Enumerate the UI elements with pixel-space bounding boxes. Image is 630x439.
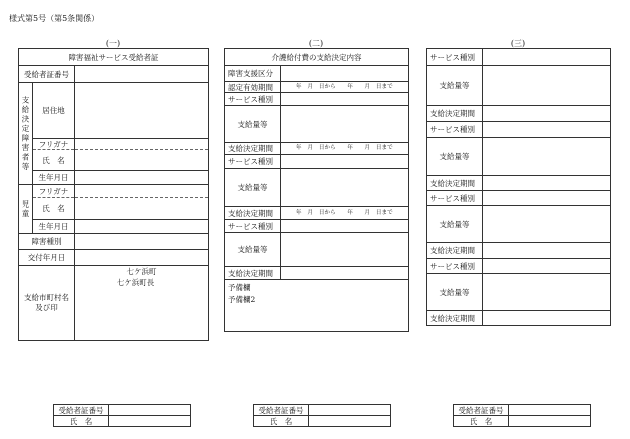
- footer2-recipient-number-label: 受給者証番号: [254, 405, 309, 416]
- child-name-label: 氏 名: [33, 198, 75, 220]
- decision-period-field-1[interactable]: 年 月 日から 年 月 日まで: [281, 143, 409, 155]
- amount-label-3: 支給量等: [225, 233, 281, 267]
- municipality-label: 支給市町村名及び印: [19, 266, 75, 341]
- footer3-name-field[interactable]: [509, 416, 591, 427]
- form-title: 様式第5号（第5条関係）: [9, 14, 100, 23]
- issue-date-field[interactable]: [75, 250, 209, 266]
- decision-period-field-3[interactable]: [281, 267, 409, 280]
- p3-amount-field-3[interactable]: [483, 206, 611, 243]
- p3-decision-period-field-3[interactable]: [483, 243, 611, 259]
- p3-amount-label-3: 支給量等: [427, 206, 483, 243]
- birthdate-label: 生年月日: [33, 171, 75, 185]
- p3-amount-field-4[interactable]: [483, 274, 611, 311]
- child-furigana-label: フリガナ: [33, 185, 75, 198]
- footer3-name-label: 氏 名: [454, 416, 509, 427]
- disability-type-field[interactable]: [75, 234, 209, 250]
- p3-decision-period-label-4: 支給決定期間: [427, 311, 483, 326]
- support-category-label: 障害支援区分: [225, 66, 281, 82]
- p3-service-type-field-3[interactable]: [483, 191, 611, 206]
- amount-field-1[interactable]: [281, 106, 409, 143]
- reserve-section: [225, 280, 409, 332]
- name-label: 氏 名: [33, 150, 75, 171]
- panel3-number: (三): [510, 39, 526, 48]
- p3-amount-label-2: 支給量等: [427, 138, 483, 176]
- panel2-title: 介護給付費の支給決定内容: [225, 49, 409, 66]
- recipient-number-field[interactable]: [75, 66, 209, 83]
- footer-stub-2: [253, 404, 391, 427]
- footer3-recipient-number-field[interactable]: [509, 405, 591, 416]
- p3-decision-period-label-1: 支給決定期間: [427, 106, 483, 122]
- decision-period-field-2[interactable]: 年 月 日から 年 月 日まで: [281, 207, 409, 220]
- payment-decision-panel: [224, 48, 409, 332]
- p3-decision-period-label-2: 支給決定期間: [427, 176, 483, 191]
- reserve2-label: 予備欄2: [228, 295, 256, 304]
- reserve1-label: 予備欄: [228, 283, 251, 292]
- footer1-name-label: 氏 名: [54, 416, 109, 427]
- p3-amount-field-1[interactable]: [483, 66, 611, 106]
- child-furigana-field[interactable]: [75, 185, 209, 198]
- service-type-label-1: サービス種別: [225, 93, 281, 106]
- payment-person-section-label: 支給決定障害者等: [19, 83, 33, 185]
- mayor-title: 七ケ浜町長: [116, 277, 155, 287]
- child-birthdate-field[interactable]: [75, 220, 209, 234]
- footer-stub-3: [453, 404, 591, 427]
- footer2-name-field[interactable]: [309, 416, 391, 427]
- payment-decision-continued-panel: [426, 48, 611, 326]
- service-type-field-1[interactable]: [281, 93, 409, 106]
- name-field[interactable]: [75, 150, 209, 171]
- birthdate-field[interactable]: [75, 171, 209, 185]
- p3-service-type-field-4[interactable]: [483, 259, 611, 274]
- p3-decision-period-label-3: 支給決定期間: [427, 243, 483, 259]
- municipality-name: 七ケ浜町: [126, 267, 157, 276]
- municipality-field: [75, 266, 209, 341]
- certification-period-field[interactable]: 年 月 日から 年 月 日まで: [281, 82, 409, 93]
- p3-service-type-field-2[interactable]: [483, 122, 611, 138]
- p3-decision-period-field-2[interactable]: [483, 176, 611, 191]
- child-section-label: 児童: [19, 185, 33, 234]
- p3-amount-field-2[interactable]: [483, 138, 611, 176]
- service-type-field-3[interactable]: [281, 220, 409, 233]
- service-type-label-3: サービス種別: [225, 220, 281, 233]
- footer1-recipient-number-field[interactable]: [109, 405, 191, 416]
- footer2-name-label: 氏 名: [254, 416, 309, 427]
- furigana-label: フリガナ: [33, 139, 75, 150]
- p3-service-type-label-4: サービス種別: [427, 259, 483, 274]
- footer-stub-1: [53, 404, 191, 427]
- amount-field-3[interactable]: [281, 233, 409, 267]
- issue-date-label: 交付年月日: [19, 250, 75, 266]
- disability-type-label: 障害種別: [19, 234, 75, 250]
- service-type-label-2: サービス種別: [225, 155, 281, 169]
- panel2-number: (二): [308, 39, 324, 48]
- decision-period-label-2: 支給決定期間: [225, 207, 281, 220]
- footer1-recipient-number-label: 受給者証番号: [54, 405, 109, 416]
- footer2-recipient-number-field[interactable]: [309, 405, 391, 416]
- p3-service-type-label-3: サービス種別: [427, 191, 483, 206]
- panel1-title: 障害福祉サービス受給者証: [19, 49, 209, 66]
- child-name-field[interactable]: [75, 198, 209, 220]
- p3-service-type-label-2: サービス種別: [427, 122, 483, 138]
- p3-service-type-label-1: サービス種別: [427, 49, 483, 66]
- recipient-certificate-panel: [18, 48, 209, 341]
- p3-decision-period-field-1[interactable]: [483, 106, 611, 122]
- p3-amount-label-4: 支給量等: [427, 274, 483, 311]
- address-label: 居住地: [33, 83, 75, 139]
- decision-period-label-1: 支給決定期間: [225, 143, 281, 155]
- footer3-recipient-number-label: 受給者証番号: [454, 405, 509, 416]
- furigana-field[interactable]: [75, 139, 209, 150]
- child-birthdate-label: 生年月日: [33, 220, 75, 234]
- p3-service-type-field-1[interactable]: [483, 49, 611, 66]
- support-category-field[interactable]: [281, 66, 409, 82]
- service-type-field-2[interactable]: [281, 155, 409, 169]
- panel1-number: (一): [105, 39, 121, 48]
- footer1-name-field[interactable]: [109, 416, 191, 427]
- certification-period-label: 認定有効期間: [225, 82, 281, 93]
- amount-field-2[interactable]: [281, 169, 409, 207]
- address-field[interactable]: [75, 83, 209, 139]
- amount-label-2: 支給量等: [225, 169, 281, 207]
- amount-label-1: 支給量等: [225, 106, 281, 143]
- recipient-number-label: 受給者証番号: [19, 66, 75, 83]
- decision-period-label-3: 支給決定期間: [225, 267, 281, 280]
- p3-decision-period-field-4[interactable]: [483, 311, 611, 326]
- p3-amount-label-1: 支給量等: [427, 66, 483, 106]
